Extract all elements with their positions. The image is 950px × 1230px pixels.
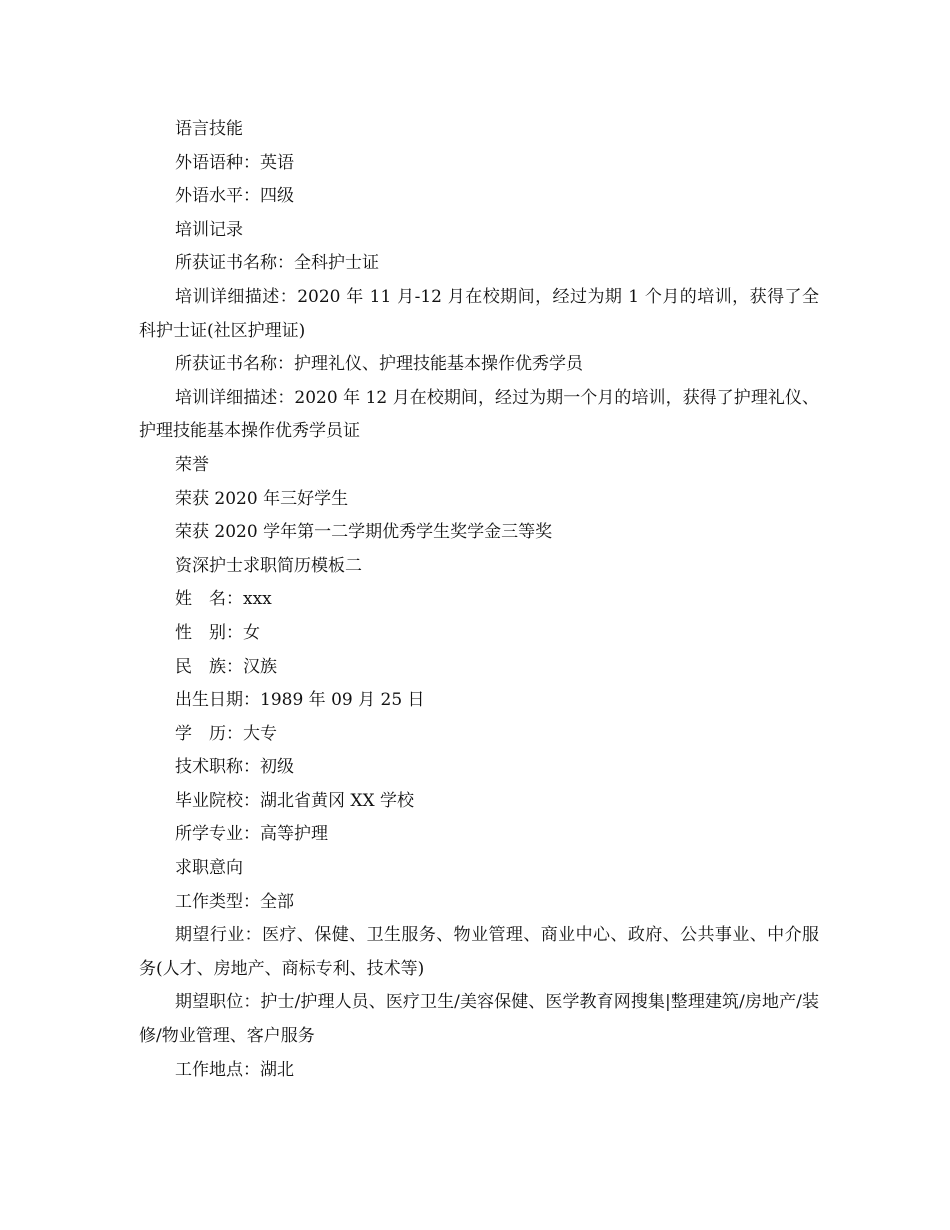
field-gender: 性 别：女 xyxy=(175,622,260,643)
field-birth-date: 出生日期：1989 年 09 月 25 日 xyxy=(175,690,425,711)
field-expected-position: 期望职位：护士/护理人员、医疗卫生/美容保健、医学教育网搜集|整理建筑/房地产/装修/物业管理、客户服务 xyxy=(139,992,819,1047)
certificate-name-1: 所获证书名称：全科护士证 xyxy=(175,253,379,274)
section-heading-training: 培训记录 xyxy=(175,219,243,240)
honor-item-2: 荣获 2020 学年第一二学期优秀学生奖学金三等奖 xyxy=(175,522,553,543)
field-graduate-school: 毕业院校：湖北省黄冈 XX 学校 xyxy=(175,790,415,811)
field-expected-industry: 期望行业：医疗、保健、卫生服务、物业管理、商业中心、政府、公共事业、中介服务(人才、房地产、商标专利、技术等) xyxy=(139,925,819,979)
field-job-type: 工作类型：全部 xyxy=(175,891,294,912)
foreign-language-type: 外语语种：英语 xyxy=(175,152,294,173)
field-ethnicity: 民 族：汉族 xyxy=(175,656,277,677)
field-major: 所学专业：高等护理 xyxy=(175,824,328,845)
foreign-language-level: 外语水平：四级 xyxy=(175,186,294,207)
section-heading-language-skills: 语言技能 xyxy=(175,119,243,139)
honor-item-1: 荣获 2020 年三好学生 xyxy=(175,488,349,509)
training-description-2: 培训详细描述：2020 年 12 月在校期间，经过为期一个月的培训，获得了护理礼仪、护理技能基本操作优秀学员证 xyxy=(139,387,819,442)
field-work-location: 工作地点：湖北 xyxy=(175,1059,294,1080)
training-description-1: 培训详细描述：2020 年 11 月-12 月在校期间，经过为期 1 个月的培训，获得了全科护士证(社区护理证) xyxy=(139,286,819,341)
field-name: 姓 名：xxx xyxy=(175,589,272,610)
section-heading-honors: 荣誉 xyxy=(175,454,209,475)
field-technical-title: 技术职称：初级 xyxy=(175,757,294,778)
field-education: 学 历：大专 xyxy=(175,723,277,744)
section-heading-job-intention: 求职意向 xyxy=(175,858,243,879)
document-body xyxy=(139,113,819,1087)
certificate-name-2: 所获证书名称：护理礼仪、护理技能基本操作优秀学员 xyxy=(175,354,583,375)
resume-template-title: 资深护士求职简历模板二 xyxy=(175,555,362,576)
